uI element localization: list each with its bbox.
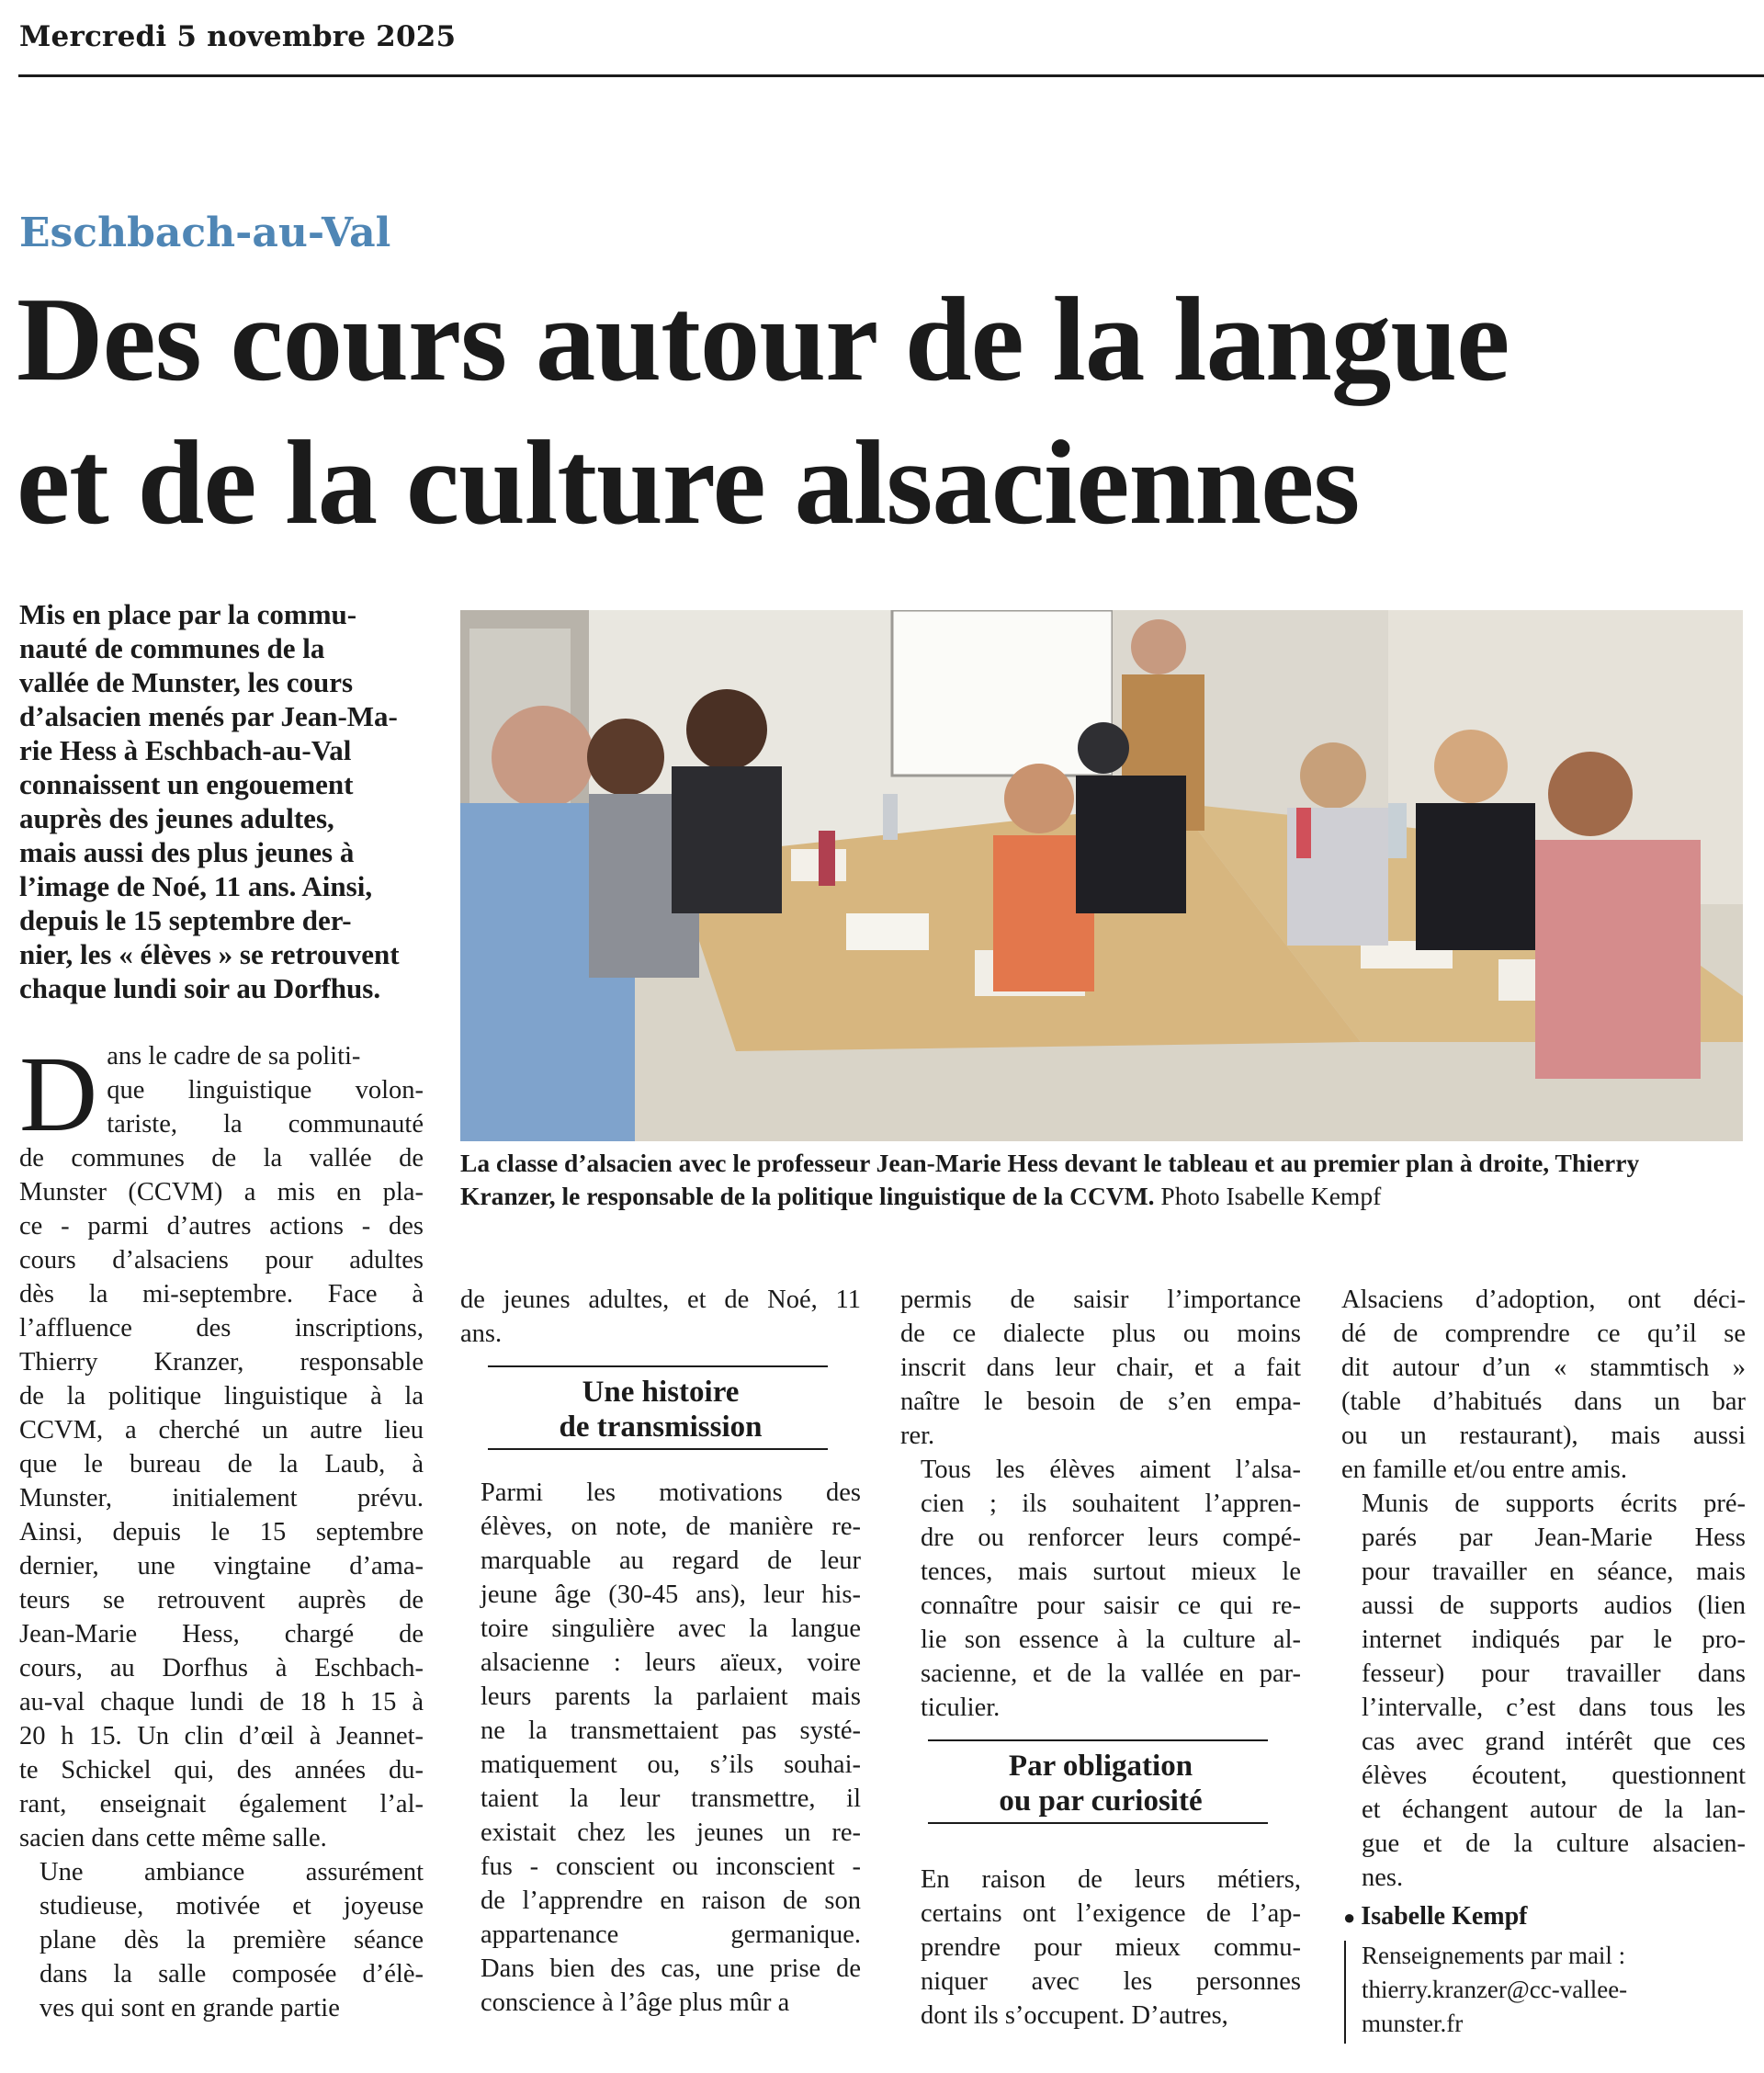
article-photo	[460, 610, 1743, 1141]
text-line: CCVM, a cherché un autre lieu	[19, 1416, 424, 1444]
intertitle-block	[460, 1351, 861, 1476]
lead-line: Mis en place par la commu-	[19, 598, 357, 630]
headline	[17, 268, 1762, 555]
lead-line: l’image de Noé, 11 ans. Ainsi,	[19, 870, 373, 902]
intertitle-line: Par obligation	[1008, 1750, 1193, 1783]
top-rule	[18, 74, 1764, 77]
paragraph	[19, 1034, 424, 1855]
text-line: ou un restaurant), mais aussi	[1341, 1422, 1746, 1450]
text-line: certains ont l’exigence de l’ap-	[921, 1899, 1301, 1928]
text-line: connaître pour saisir ce qui re-	[921, 1592, 1301, 1620]
text-line: sacien dans cette même salle.	[19, 1824, 327, 1852]
text-line: élèves, on note, de manière re-	[481, 1512, 861, 1541]
text-line: Jean-Marie Hess, chargé de	[19, 1620, 424, 1648]
paragraph	[19, 1855, 424, 2025]
lead-paragraph	[19, 597, 424, 1005]
text-line: plane dès la première séance	[40, 1926, 424, 1954]
text-line: pour travailler en séance, mais	[1362, 1558, 1746, 1586]
text-line: studieuse, motivée et joyeuse	[40, 1892, 424, 1920]
text-line: teurs se retrouvent auprès de	[19, 1586, 424, 1614]
info-line: thierry.kranzer@cc-vallee-	[1362, 1976, 1628, 2003]
text-line: aussi de supports audios (lien	[1362, 1592, 1746, 1620]
info-line: Renseignements par mail :	[1362, 1942, 1626, 1969]
kicker: Eschbach-au-Val	[19, 210, 391, 256]
text-line: dont ils s’occupent. D’autres,	[921, 2001, 1228, 2030]
text-line: rer.	[900, 1422, 935, 1450]
lead-line: nier, les « élèves » se retrouvent	[19, 938, 400, 970]
classroom-photo	[460, 610, 1743, 1141]
text-line: de ce dialecte plus ou moins	[900, 1320, 1301, 1348]
text-line: Alsaciens d’adoption, ont déci-	[1341, 1286, 1746, 1314]
text-line: de jeunes adultes, et de Noé, 11	[460, 1286, 861, 1314]
photo-caption	[460, 1147, 1737, 1213]
intertitle-rule-top	[488, 1365, 828, 1367]
text-line: Parmi les motivations des	[481, 1478, 861, 1507]
text-line: internet indiqués par le pro-	[1362, 1626, 1746, 1654]
text-line: matiquement ou, s’ils souhai-	[481, 1750, 861, 1779]
text-line: Munis de supports écrits pré-	[1362, 1490, 1746, 1518]
column-4	[1341, 1283, 1746, 1895]
text-line: élèves écoutent, questionnent	[1362, 1761, 1746, 1790]
column-2	[460, 1283, 861, 2020]
lead-line: d’alsacien menés par Jean-Ma-	[19, 700, 398, 732]
text-line: dre ou renforcer leurs compé-	[921, 1524, 1301, 1552]
text-line: 20 h 15. Un clin d’œil à Jeannet-	[19, 1722, 424, 1750]
text-line: permis de saisir l’importance	[900, 1286, 1301, 1314]
text-line: En raison de leurs métiers,	[921, 1865, 1301, 1894]
text-line: leurs parents la parlaient mais	[481, 1682, 861, 1711]
text-line: ans.	[460, 1320, 503, 1348]
paragraph	[460, 1283, 861, 1351]
text-line: niquer avec les personnes	[921, 1967, 1301, 1996]
column-1	[19, 1034, 424, 2025]
drop-cap: D	[19, 1034, 98, 1154]
lead-line: depuis le 15 septembre der-	[19, 904, 352, 936]
text-line: marquable au regard de leur	[481, 1546, 861, 1575]
text-line: parés par Jean-Marie Hess	[1362, 1524, 1746, 1552]
paragraph	[1341, 1283, 1746, 1487]
text-line: prendre pour mieux commu-	[921, 1933, 1301, 1962]
lead-line: nauté de communes de la	[19, 632, 325, 664]
lead-line: vallée de Munster, les cours	[19, 666, 354, 698]
text-line: tences, mais surtout mieux le	[921, 1558, 1301, 1586]
text-line: te Schickel qui, des années du-	[19, 1756, 424, 1784]
text-line: et échangent autour de la lan-	[1362, 1795, 1746, 1824]
intertitle-rule-top	[928, 1739, 1268, 1741]
text-line: dernier, une vingtaine d’ama-	[19, 1552, 424, 1580]
headline-line: et de la culture alsaciennes	[17, 416, 1360, 549]
lead-line: rie Hess à Eschbach-au-Val	[19, 734, 352, 766]
text-line: cours d’alsaciens pour adultes	[19, 1246, 424, 1274]
text-line: toire singulière avec la langue	[481, 1614, 861, 1643]
intertitle-line: de transmission	[559, 1410, 763, 1444]
text-line: ves qui sont en grande partie	[40, 1994, 340, 2022]
text-line: Tous les élèves aiment l’alsa-	[921, 1456, 1301, 1484]
text-line: Munster, initialement prévu.	[19, 1484, 424, 1512]
author-name: Isabelle Kempf	[1361, 1902, 1528, 1931]
text-line: existait chez les jeunes un re-	[481, 1818, 861, 1847]
text-line: cas avec grand intérêt que ces	[1362, 1728, 1746, 1756]
text-line: de la politique linguistique à la	[19, 1382, 424, 1410]
intertitle-block	[900, 1725, 1301, 1863]
text-line: tariste, la communauté	[107, 1110, 424, 1138]
text-line: ne la transmettaient pas systé-	[481, 1716, 861, 1745]
text-line: inscrit dans leur chair, et a fait	[900, 1354, 1301, 1382]
text-line: appartenance germanique.	[481, 1920, 861, 1949]
text-line: Une ambiance assurément	[40, 1858, 424, 1886]
text-line: ans le cadre de sa politi-	[107, 1042, 361, 1070]
text-line: de l’apprendre en raison de son	[481, 1886, 861, 1915]
text-line: gue et de la culture alsacien-	[1362, 1829, 1746, 1858]
text-line: de communes de la vallée de	[19, 1144, 424, 1172]
text-line: taient la leur transmettre, il	[481, 1784, 861, 1813]
text-line: dans la salle composée d’élè-	[40, 1960, 424, 1988]
text-line: Thierry Kranzer, responsable	[19, 1348, 424, 1376]
text-line: nes.	[1362, 1863, 1404, 1892]
intertitle-line: ou par curiosité	[999, 1784, 1203, 1818]
column-3	[900, 1283, 1301, 2033]
intertitle	[900, 1749, 1301, 1818]
intertitle-rule-bottom	[488, 1448, 828, 1450]
lead-line: auprès des jeunes adultes,	[19, 802, 334, 834]
caption-text: La classe d’alsacien avec le professeur Jean-Marie Hess devant le tableau et au premier plan à droite, Thierry Kranzer, le responsable de la politique linguistique de la CCVM.	[460, 1149, 1640, 1210]
text-line: au-val chaque lundi de 18 h 15 à	[19, 1688, 424, 1716]
text-line: l’affluence des inscriptions,	[19, 1314, 424, 1342]
text-line: Ainsi, depuis le 15 septembre	[19, 1518, 424, 1546]
text-line: alsacienne : leurs aïeux, voire	[481, 1648, 861, 1677]
byline	[1343, 1902, 1528, 1931]
paragraph	[460, 1476, 861, 2020]
text-line: dit autour d’un « stammtisch »	[1341, 1354, 1746, 1382]
lead-line: mais aussi des plus jeunes à	[19, 836, 355, 868]
intertitle-line: Une histoire	[582, 1376, 740, 1409]
text-line: ticulier.	[921, 1694, 1001, 1722]
text-line: rant, enseignait également l’al-	[19, 1790, 424, 1818]
text-line: naître le besoin de s’en empa-	[900, 1388, 1301, 1416]
text-line: (table d’habitués dans un bar	[1341, 1388, 1746, 1416]
text-line: Munster (CCVM) a mis en pla-	[19, 1178, 424, 1206]
text-line: ce - parmi d’autres actions - des	[19, 1212, 424, 1240]
info-rule	[1344, 1941, 1346, 2044]
text-line: cien ; ils souhaitent l’appren-	[921, 1490, 1301, 1518]
info-line: munster.fr	[1362, 2010, 1464, 2037]
paragraph	[900, 1863, 1301, 2033]
paragraph	[1341, 1487, 1746, 1895]
text-line: fus - conscient ou inconscient -	[481, 1852, 861, 1881]
text-line: conscience à l’âge plus mûr a	[481, 1988, 790, 2017]
text-line: Dans bien des cas, une prise de	[481, 1954, 861, 1983]
headline-line: Des cours autour de la langue	[17, 273, 1510, 406]
paragraph	[900, 1283, 1301, 1453]
intertitle	[460, 1375, 861, 1444]
dateline: Mercredi 5 novembre 2025	[19, 20, 457, 53]
text-line: cours, au Dorfhus à Eschbach-	[19, 1654, 424, 1682]
text-line: l’intervalle, c’est dans tous les	[1362, 1694, 1746, 1722]
text-line: dès la mi-septembre. Face à	[19, 1280, 424, 1308]
bullet-icon: ●	[1343, 1906, 1356, 1929]
text-line: dé de comprendre ce qu’il se	[1341, 1320, 1746, 1348]
lead-line: connaissent un engouement	[19, 768, 354, 800]
text-line: lie son essence à la culture al-	[921, 1626, 1301, 1654]
contact-info	[1362, 1939, 1747, 2041]
photo-credit: Photo Isabelle Kempf	[1160, 1182, 1382, 1210]
text-line: fesseur) pour travailler dans	[1362, 1660, 1746, 1688]
text-line: sacienne, et de la vallée en par-	[921, 1660, 1301, 1688]
text-line: que le bureau de la Laub, à	[19, 1450, 424, 1478]
text-line: en famille et/ou entre amis.	[1341, 1456, 1628, 1484]
intertitle-rule-bottom	[928, 1822, 1268, 1824]
text-line: que linguistique volon-	[107, 1076, 424, 1104]
paragraph	[900, 1453, 1301, 1725]
lead-line: chaque lundi soir au Dorfhus.	[19, 972, 381, 1004]
text-line: jeune âge (30-45 ans), leur his-	[481, 1580, 861, 1609]
